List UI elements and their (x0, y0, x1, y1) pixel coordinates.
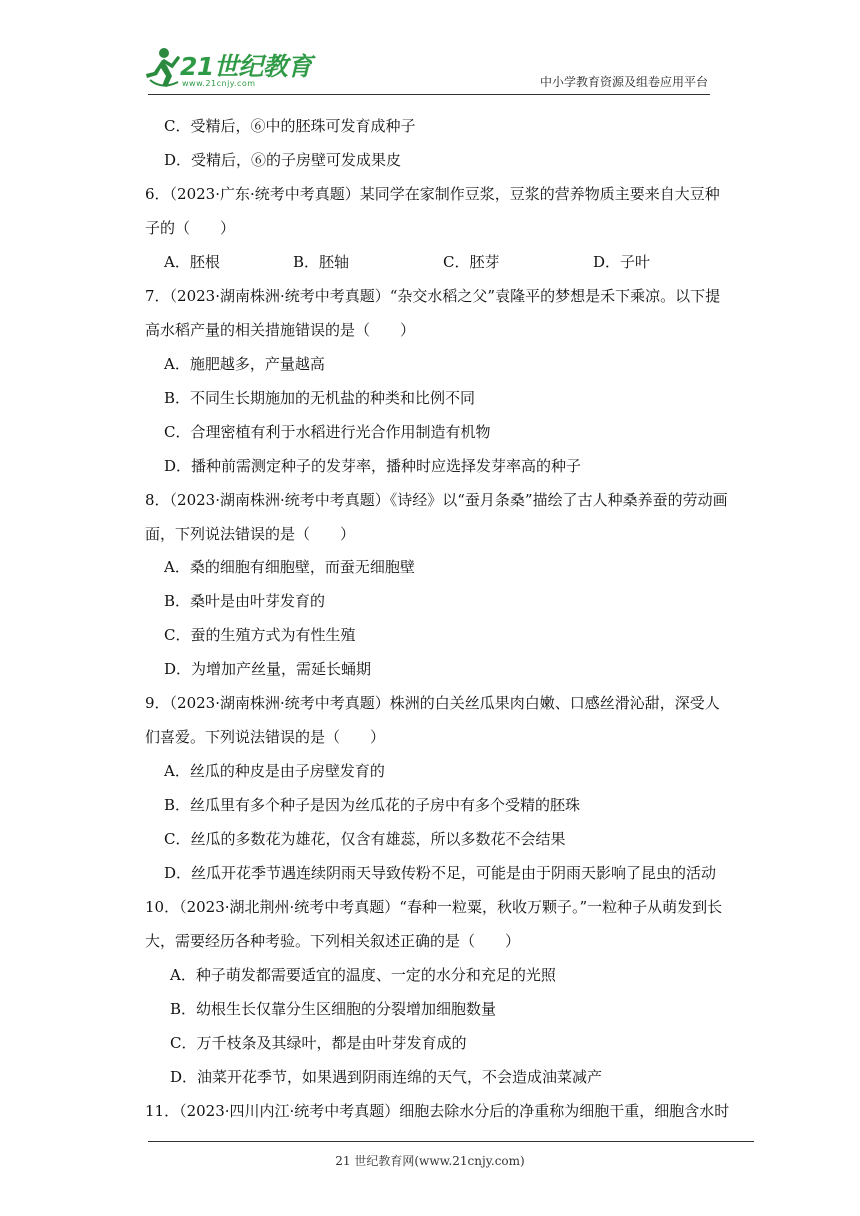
page-footer: 21 世纪教育网(www.21cnjy.com) (335, 1154, 525, 1168)
platform-title: 中小学教育资源及组卷应用平台 (539, 75, 708, 89)
site-logo[interactable] (142, 44, 312, 96)
question-9-line-2: 们喜爱。下列说法错误的是（ ） (145, 728, 386, 746)
option-9b: B．丝瓜里有多个种子是因为丝瓜花的子房中有多个受精的胚珠 (164, 796, 581, 814)
question-8-line-1: 8．（2023·湖南株洲·统考中考真题）《诗经》以“蚕月条桑”描绘了古人种桑养蚕的劳动画 (145, 491, 728, 509)
question-6-line-1: 6．（2023·广东·统考中考真题）某同学在家制作豆浆，豆浆的营养物质主要来自大豆种 (145, 185, 720, 203)
option-6b: B．胚轴 (293, 253, 350, 271)
question-8-line-2: 面，下列说法错误的是（ ） (145, 525, 356, 543)
option-6c: C．胚芽 (443, 253, 500, 271)
option-8b: B．桑叶是由叶芽发育的 (164, 592, 326, 610)
runner-logo-icon (142, 44, 182, 90)
option-7d: D．播种前需测定种子的发芽率，播种时应选择发芽率高的种子 (164, 457, 582, 475)
option-7c: C．合理密植有利于水稻进行光合作用制造有机物 (164, 423, 491, 441)
option-8c: C．蚕的生殖方式为有性生殖 (164, 626, 356, 644)
question-7-line-2: 高水稻产量的相关措施错误的是（ ） (145, 321, 416, 339)
option-5d: D．受精后，⑥的子房壁可发成果皮 (164, 151, 402, 169)
question-7-line-1: 7．（2023·湖南株洲·统考中考真题）“杂交水稻之父”袁隆平的梦想是禾下乘凉。以下提 (145, 287, 721, 305)
option-6d: D．子叶 (593, 253, 651, 271)
option-6a: A．胚根 (164, 253, 220, 271)
logo-text: 21世纪教育 (180, 52, 312, 81)
option-9c: C．丝瓜的多数花为雄花，仅含有雄蕊，所以多数花不会结果 (164, 830, 566, 848)
question-10-line-1: 10．（2023·湖北荆州·统考中考真题）“春种一粒粟，秋收万颗子。”一粒种子从萌发到长 (145, 898, 723, 916)
option-8d: D．为增加产丝量，需延长蛹期 (164, 660, 372, 678)
question-10-line-2: 大，需要经历各种考验。下列相关叙述正确的是（ ） (145, 932, 521, 950)
question-9-line-1: 9．（2023·湖南株洲·统考中考真题）株洲的白关丝瓜果肉白嫩、口感丝滑沁甜，深受人 (145, 694, 720, 712)
option-9d: D．丝瓜开花季节遇连续阴雨天导致传粉不足，可能是由于阴雨天影响了昆虫的活动 (164, 864, 717, 882)
option-10c: C．万千枝条及其绿叶，都是由叶芽发育成的 (170, 1034, 467, 1052)
option-10d: D．油菜开花季节，如果遇到阴雨连绵的天气，不会造成油菜减产 (170, 1068, 603, 1086)
logo-url: www.21cnjy.com (182, 79, 256, 88)
question-6-line-2: 子的（ ） (145, 219, 236, 237)
page-header (0, 0, 860, 100)
header-divider (148, 94, 710, 95)
option-9a: A．丝瓜的种皮是由子房壁发育的 (164, 762, 385, 780)
footer-divider (148, 1141, 754, 1142)
option-10a: A．种子萌发都需要适宜的温度、一定的水分和充足的光照 (170, 966, 556, 984)
option-5c: C．受精后，⑥中的胚珠可发育成种子 (164, 117, 416, 135)
option-7a: A．施肥越多，产量越高 (164, 355, 325, 373)
option-8a: A．桑的细胞有细胞壁，而蚕无细胞壁 (164, 558, 415, 576)
option-7b: B．不同生长期施加的无机盐的种类和比例不同 (164, 389, 476, 407)
option-10b: B．幼根生长仅靠分生区细胞的分裂增加细胞数量 (170, 1000, 497, 1018)
question-11-line-1: 11．（2023·四川内江·统考中考真题）细胞去除水分后的净重称为细胞干重，细胞含水时 (145, 1102, 730, 1120)
